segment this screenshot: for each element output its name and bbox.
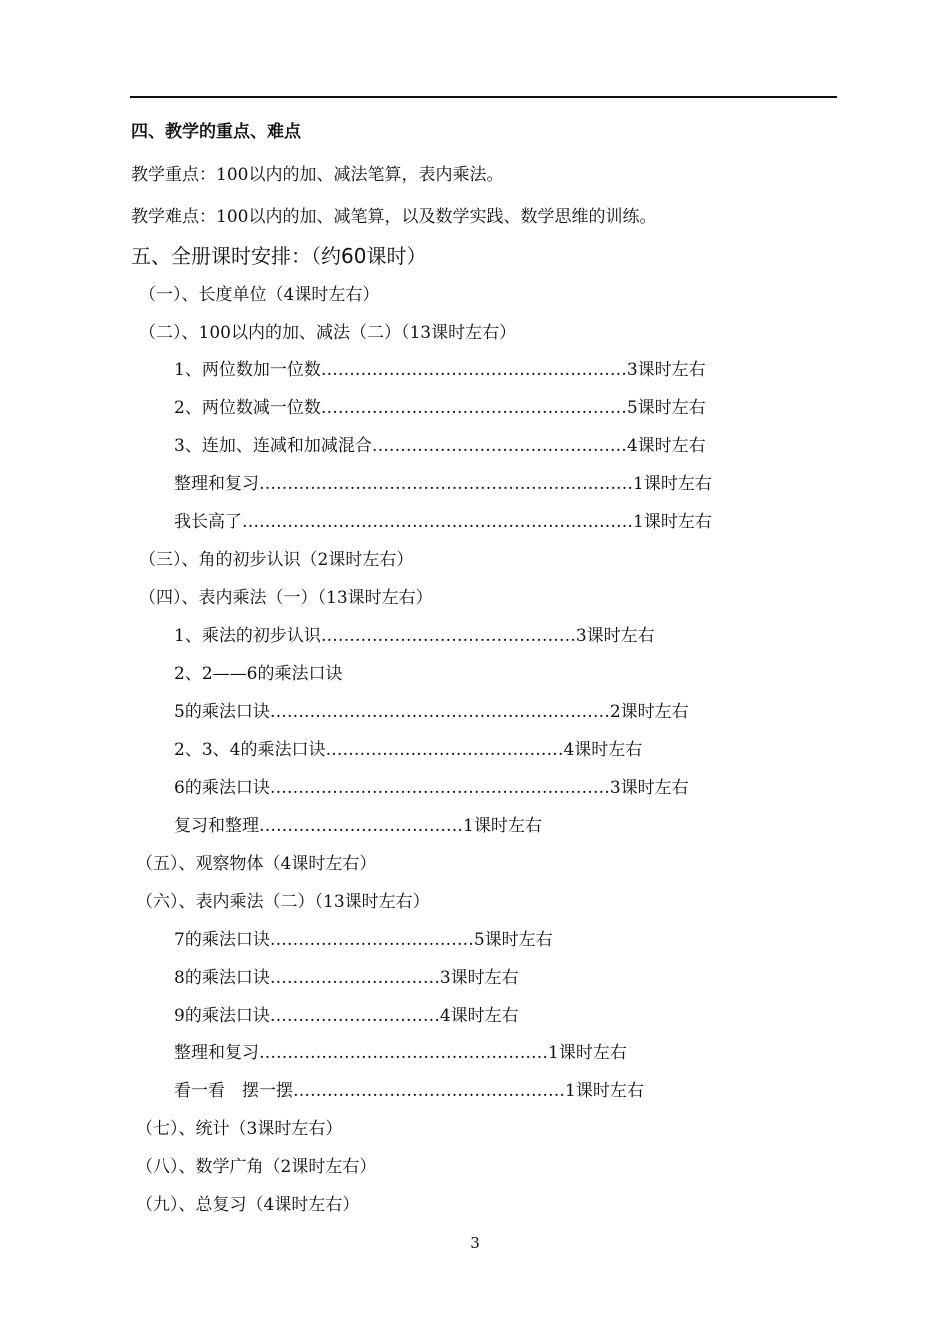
header-rule <box>130 96 837 98</box>
unit-1: （一）、长度单位（4课时左右） <box>139 285 380 305</box>
unit-4: （四）、表内乘法（一）（13课时左右） <box>139 588 433 608</box>
unit-6-item-1: 7的乘法口诀………………………………5课时左右 <box>174 930 553 950</box>
unit-2-item-2: 2、两位数减一位数………………………………………………5课时左右 <box>174 398 706 418</box>
unit-6-item-4: 整理和复习……………………………………………1课时左右 <box>174 1043 627 1063</box>
unit-6-item-3: 9的乘法口诀…………………………4课时左右 <box>174 1006 519 1026</box>
unit-4-item-5: 6的乘法口诀……………………………………………………3课时左右 <box>174 778 689 798</box>
unit-2-item-4: 整理和复习…………………………………………………………1课时左右 <box>174 474 712 494</box>
key-points: 教学重点：100以内的加、减法笔算，表内乘法。 <box>131 165 504 185</box>
unit-4-item-1: 1、乘法的初步认识………………………………………3课时左右 <box>174 626 655 646</box>
unit-2-item-3: 3、连加、连减和加减混合………………………………………4课时左右 <box>174 436 706 456</box>
unit-2: （二）、100以内的加、减法（二）（13课时左右） <box>139 323 517 343</box>
unit-6-item-2: 8的乘法口诀…………………………3课时左右 <box>174 968 519 988</box>
unit-4-item-2: 2、2——6的乘法口诀 <box>174 664 343 684</box>
section5-title: 五、全册课时安排：（约60课时） <box>131 244 427 268</box>
unit-3: （三）、角的初步认识（2课时左右） <box>139 550 414 570</box>
unit-4-item-6: 复习和整理………………………………1课时左右 <box>174 816 542 836</box>
unit-6-item-5: 看一看 摆一摆…………………………………………1课时左右 <box>174 1081 644 1101</box>
unit-6: （六）、表内乘法（二）（13课时左右） <box>136 892 430 912</box>
unit-4-item-4: 2、3、4的乘法口诀……………………………………4课时左右 <box>174 740 643 760</box>
unit-4-item-3: 5的乘法口诀……………………………………………………2课时左右 <box>174 702 689 722</box>
section4-title: 四、教学的重点、难点 <box>131 122 301 142</box>
page-number: 3 <box>470 1234 480 1252</box>
unit-7: （七）、统计（3课时左右） <box>136 1119 343 1139</box>
difficult-points: 教学难点：100以内的加、减笔算，以及数学实践、数学思维的训练。 <box>131 207 657 227</box>
unit-9: （九）、总复习（4课时左右） <box>136 1195 360 1215</box>
unit-2-item-5: 我长高了……………………………………………………………1课时左右 <box>174 512 712 532</box>
unit-2-item-1: 1、两位数加一位数………………………………………………3课时左右 <box>174 360 706 380</box>
unit-5: （五）、观察物体（4课时左右） <box>136 854 377 874</box>
unit-8: （八）、数学广角（2课时左右） <box>136 1157 377 1177</box>
